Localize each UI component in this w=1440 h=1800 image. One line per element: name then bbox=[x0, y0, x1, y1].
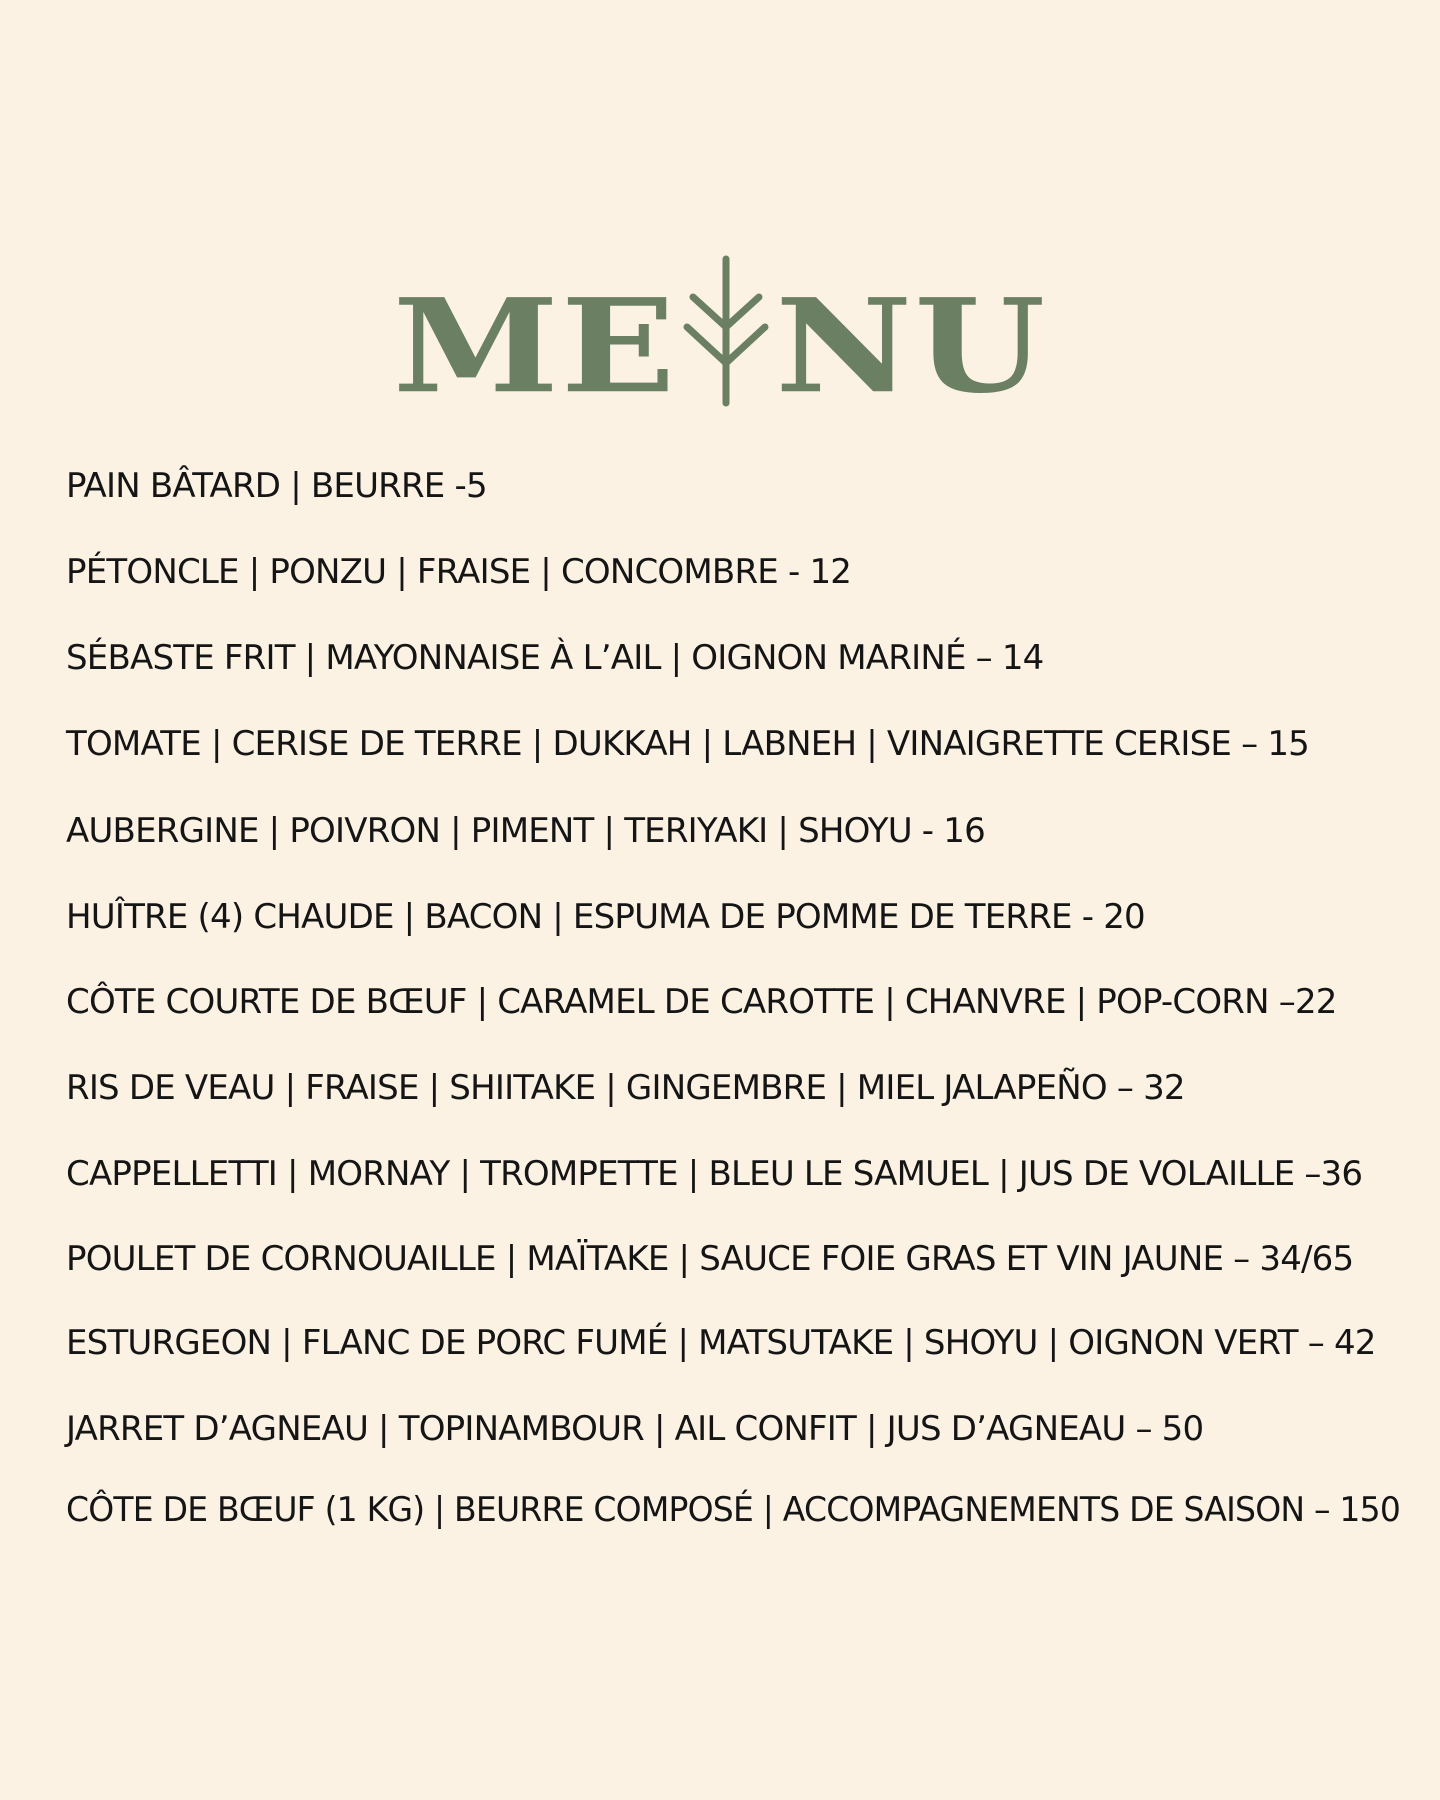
menu-item: PÉTONCLE | PONZU | FRAISE | CONCOMBRE - 12 bbox=[66, 552, 852, 592]
menu-item: PAIN BÂTARD | BEURRE -5 bbox=[66, 466, 487, 506]
title-left: ME bbox=[392, 270, 678, 422]
menu-item: SÉBASTE FRIT | MAYONNAISE À L’AIL | OIGNON MARINÉ – 14 bbox=[66, 638, 1044, 678]
page-title bbox=[0, 251, 1440, 422]
menu-item: JARRET D’AGNEAU | TOPINAMBOUR | AIL CONFIT | JUS D’AGNEAU – 50 bbox=[66, 1409, 1204, 1449]
menu-item: CÔTE COURTE DE BŒUF | CARAMEL DE CAROTTE | CHANVRE | POP-CORN –22 bbox=[66, 982, 1337, 1022]
leaf-sprig-icon bbox=[671, 251, 781, 411]
menu-item: HUÎTRE (4) CHAUDE | BACON | ESPUMA DE POMME DE TERRE - 20 bbox=[66, 897, 1145, 937]
menu-item: CAPPELLETTI | MORNAY | TROMPETTE | BLEU LE SAMUEL | JUS DE VOLAILLE –36 bbox=[66, 1154, 1363, 1194]
menu-item: AUBERGINE | POIVRON | PIMENT | TERIYAKI | SHOYU - 16 bbox=[66, 811, 985, 851]
menu-item: CÔTE DE BŒUF (1 KG) | BEURRE COMPOSÉ | ACCOMPAGNEMENTS DE SAISON – 150 bbox=[66, 1490, 1401, 1530]
menu-item: POULET DE CORNOUAILLE | MAÏTAKE | SAUCE FOIE GRAS ET VIN JAUNE – 34/65 bbox=[66, 1239, 1354, 1279]
menu-item: RIS DE VEAU | FRAISE | SHIITAKE | GINGEMBRE | MIEL JALAPEÑO – 32 bbox=[66, 1068, 1185, 1108]
menu-item: ESTURGEON | FLANC DE PORC FUMÉ | MATSUTAKE | SHOYU | OIGNON VERT – 42 bbox=[66, 1323, 1376, 1363]
title-right: NU bbox=[775, 270, 1048, 422]
menu-item: TOMATE | CERISE DE TERRE | DUKKAH | LABNEH | VINAIGRETTE CERISE – 15 bbox=[66, 724, 1309, 764]
